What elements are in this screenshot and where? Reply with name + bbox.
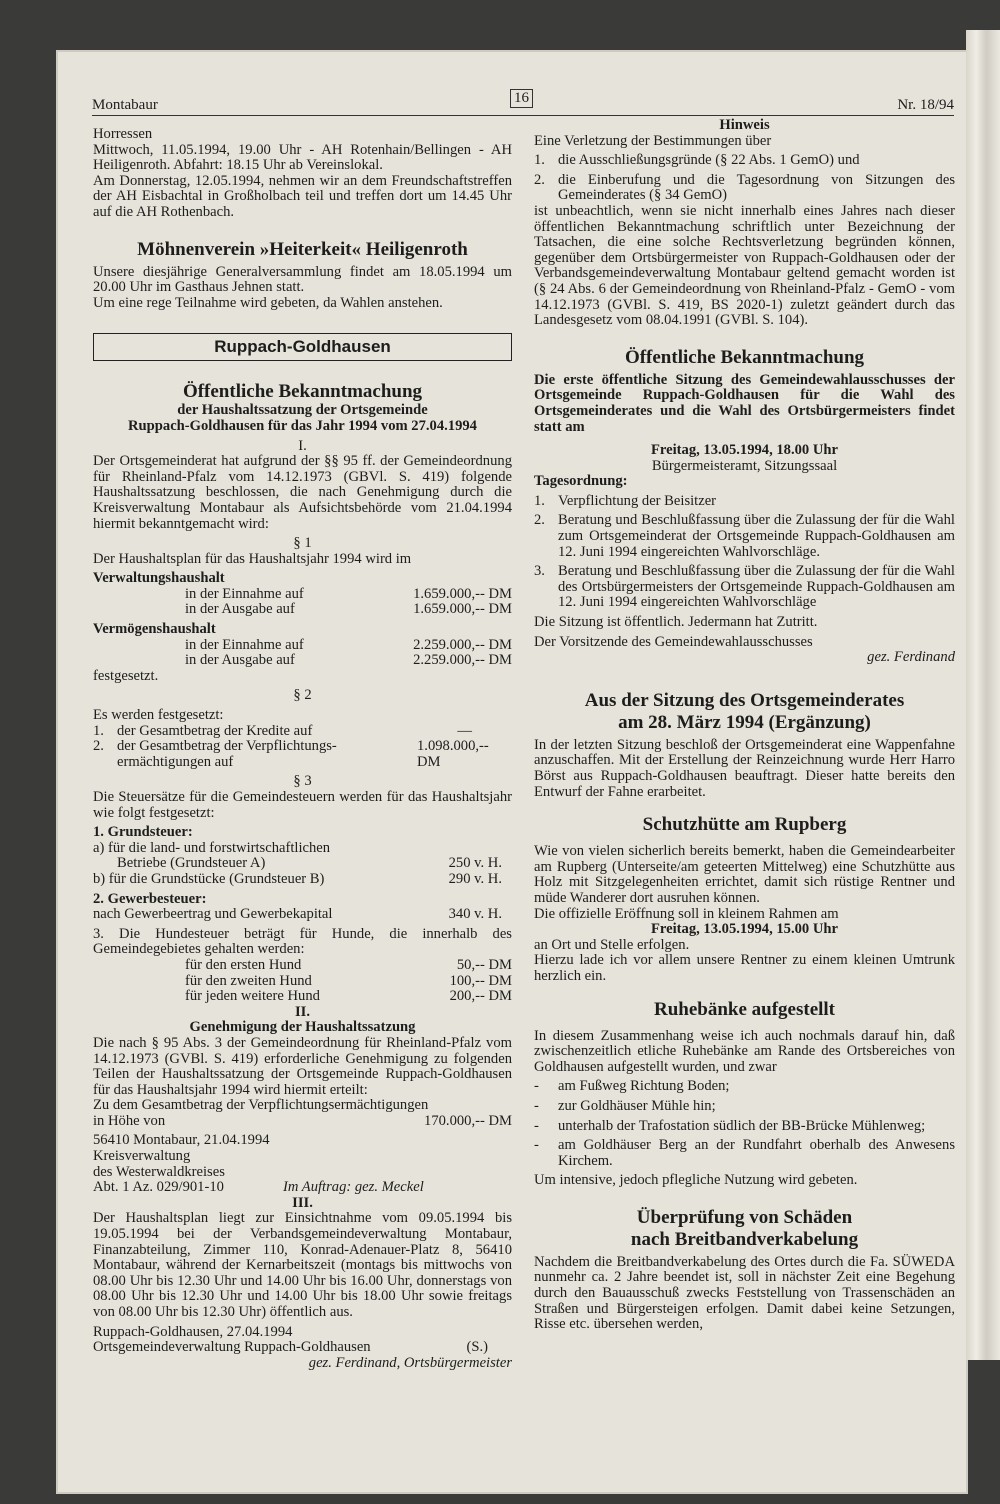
ogv-row: Ortsgemeindeverwaltung Ruppach-Goldhausen (S.) [93, 1339, 488, 1356]
hinweis-item: 1. die Ausschließungsgründe (§ 22 Abs. 1 GemO) und [534, 152, 860, 169]
p3-intro: Die Steuersätze für die Gemeindesteuern werden für das Haushaltsjahr wie folgt festgesetzt: [93, 789, 512, 821]
hund-row: für den ersten Hund 50,-- DM [185, 956, 512, 973]
bekanntmachung-title-2: Öffentliche Bekanntmachung [624, 346, 865, 368]
genehmigung-text: Die nach § 95 Abs. 3 der Gemeindeordnung für Rheinland-Pfalz vom 14.12.1973 (GVBl. S. 419) erforderliche Genehmigung zu folgenden Teilen der Haushaltssatzung der Ortsgemeinde Ruppach-Goldhausen für das Haushaltsjahr 1994 wird hiermit erteilt: [93, 1034, 512, 1098]
bench-item: - zur Goldhäuser Mühle hin; [534, 1097, 716, 1114]
intro-text: Der Ortsgemeinderat hat aufgrund der §§ 95 ff. der Gemeindeordnung für Rheinland-Pfalz vom 14.12.1973 (GBVl. S. 419) folgende Haushaltssatzung beschlossen, die nach Genehmigung durch die Kreisverwaltung Montabaur als Aufsichtsbehörde vom 21.04.1994 hiermit bekanntgemacht wird: [93, 453, 512, 532]
signature: gez. Ferdinand, Ortsbürgermeister [308, 1354, 512, 1371]
bekanntmachung-title: Öffentliche Bekanntmachung [182, 381, 423, 403]
paragraph-1: § 1 [293, 535, 312, 552]
sitzung-text: In der letzten Sitzung beschloß der Ortsgemeinderat eine Wappenfahne anzuschaffen. Mit der Erstellung der Reinzeichnung wurde Herr Harro Börst aus Ruppach-Goldhausen beauftragt. Dieser hatte bereits den Entwurf der Fahne erarbeitet. [534, 736, 955, 800]
rg-date: Ruppach-Goldhausen, 27.04.1994 [93, 1323, 293, 1340]
moehnen-text-2: Um eine rege Teilnahme wird gebeten, da Wahlen anstehen. [93, 294, 443, 311]
sitzung-title-2: am 28. März 1994 (Ergänzung) [618, 711, 871, 733]
paragraph-2: § 2 [293, 687, 312, 704]
paragraph-3: § 3 [293, 773, 312, 790]
hinweis-item: 2. die Einberufung und die Tagesordnung von Sitzungen des Gemeinderates (§ 34 GemO) [534, 171, 955, 204]
sitzung-title-1: Aus der Sitzung des Ortsgemeinderates [584, 689, 905, 711]
p2-intro: Es werden festgesetzt: [93, 707, 224, 724]
vm-row: in der Ausgabe auf 2.259.000,-- DM [185, 652, 512, 669]
horressen-text-2: Am Donnerstag, 12.05.1994, nehmen wir an dem Freundschaftstreffen der AH Eisbachtal in Großholbach teil und treffen dort um 14.45 Uhr auf die AH Rothenbach. [93, 172, 512, 220]
moehnen-title: Möhnenverein »Heiterkeit« Heiligenroth [137, 238, 468, 260]
ueberpruefung-title-2: nach Breitbandverkabelung [630, 1228, 859, 1250]
ruhebaenke-end: Um intensive, jedoch pflegliche Nutzung wird gebeten. [534, 1172, 858, 1189]
hinweis-text: ist unbeachtlich, wenn sie nicht innerhalb eines Jahres nach dieser öffentlichen Bekanntmachung schriftlich unter Bezeichnung der Tatsachen, die eine solche Rechtsverletzung begründen können, gegenüber dem Ortsbürgermeister von Ruppach-Goldhausen oder der Verbandsgemeindeverwaltung Montabaur geltend gemacht worden ist (§ 24 Abs. 6 der Gemeindeordnung von Rheinland-Pfalz - GemO - vom 14.12.1973 (GVBl. S. 419, BS 2020-1) zuletzt geändert durch das Landesgesetz vom 08.04.1991 (GVBl. S. 104). [534, 202, 955, 329]
p2-item: 1. der Gesamtbetrag der Kredite auf — [93, 722, 472, 739]
plan-text: Der Haushaltsplan für das Haushaltsjahr 1994 wird im [93, 550, 412, 567]
tagesordnung-title: Tagesordnung: [534, 473, 628, 490]
hinweis-intro: Eine Verletzung der Bestimmungen über [534, 132, 772, 149]
schutzhuette-date: Freitag, 13.05.1994, 15.00 Uhr [651, 921, 838, 938]
hund-row: für jeden weitere Hund 200,-- DM [185, 988, 512, 1005]
p2-item: 2. der Gesamtbetrag der Verpflichtungs- ermächtigungen auf 1.098.000,-- DM [93, 738, 489, 770]
gewerbesteuer-title: 2. Gewerbesteuer: [93, 890, 207, 907]
page-number: 16 [510, 89, 533, 108]
genehmigung-text-2: Zu dem Gesamtbetrag der Verpflichtungsermächtigungen [93, 1097, 429, 1114]
page-header [92, 90, 954, 116]
ueberpruefung-text: Nachdem die Breitbandverkabelung des Ortes durch die Fa. SÜWEDA nunmehr ca. 2 Jahre beendet ist, soll in nächster Zeit eine Begehung durch den Bauausschuß zwecks Feststellung von Trassenschäden an Straßen und Bürgersteigen erfolgen. Damit dabei keine Setzungen, Risse etc. übersehen werden, [534, 1253, 955, 1333]
chairman: Der Vorsitzende des Gemeindewahlausschusses [534, 633, 813, 650]
public-note: Die Sitzung ist öffentlich. Jedermann hat Zutritt. [534, 614, 818, 631]
paper-edge [966, 30, 1000, 1360]
horressen-title: Horressen [93, 126, 153, 142]
moehnen-text-1: Unsere diesjährige Generalversammlung findet am 18.05.1994 um 20.00 Uhr im Gasthaus Jehnen statt. [93, 263, 512, 296]
horressen-text-1: Mittwoch, 11.05.1994, 19.00 Uhr - AH Rotenhain/Bellingen - AH Heiligenroth. Abfahrt: 18.15 Uhr ab Vereinslokal. [93, 141, 512, 174]
gw-row: nach Gewerbeertrag und Gewerbekapital 340 v. H. [93, 906, 502, 923]
gen-amount: in Höhe von 170.000,-- DM [93, 1112, 512, 1129]
gs-row: Betriebe (Grundsteuer A) 250 v. H. [117, 855, 502, 872]
left-column [93, 127, 512, 1371]
section-III: III. [292, 1194, 313, 1211]
vermoegenshaushalt: Vermögenshaushalt [93, 621, 216, 638]
bench-item: - unterhalb der Trafostation südlich der BB-Brücke Mühlenweg; [534, 1117, 926, 1134]
gs-row: a) für die land- und forstwirtschaftlichen [93, 839, 331, 856]
festgesetzt: festgesetzt. [93, 667, 159, 684]
meeting-place: Bürgermeisteramt, Sitzungssaal [651, 457, 838, 474]
schutzhuette-text-3: an Ort und Stelle erfolgen. [534, 936, 690, 953]
header-town: Montabaur [92, 97, 158, 113]
bekanntmachung-sub-1: der Haushaltssatzung der Ortsgemeinde [177, 402, 428, 419]
verwaltungshaushalt: Verwaltungshaushalt [93, 570, 225, 587]
grundsteuer-title: 1. Grundsteuer: [93, 824, 193, 841]
schutzhuette-title: Schutzhütte am Rupberg [642, 814, 847, 836]
schutzhuette-text: Wie von vielen sicherlich bereits bemerkt, haben die Gemeindearbeiter am Rupberg (Unterseite/am geteerten Mittelweg) eine Schutzhütte aus Holz mit Sitzgelegenheiten errichtet, damit sich rüstige Rentner und müde Wanderer dort ausruhen können. [534, 843, 955, 906]
vm-row: in der Einnahme auf 2.259.000,-- DM [185, 636, 512, 653]
section-I: I. [298, 437, 307, 454]
meeting-date: Freitag, 13.05.1994, 18.00 Uhr [651, 442, 838, 459]
agenda-item: 3. Beratung und Beschlußfassung über die Zulassung der für die Wahl des Ortsbürgermeisters der Ortsgemeinde Ruppach-Goldhausen am 12. Juni 1994 eingereichten Wahlvorschläge [534, 563, 955, 611]
kv-line: Kreisverwaltung [93, 1148, 191, 1165]
vw-row: in der Ausgabe auf 1.659.000,-- DM [185, 601, 512, 618]
ruhebaenke-text: In diesem Zusammenhang weise ich auch nochmals darauf hin, daß zwischenzeitlich etliche Ruhebänke am Rande des Ortsbereiches von Goldhausen aufgestellt wurden, und zwar [534, 1027, 955, 1075]
hinweis-title: Hinweis [719, 117, 770, 133]
section-II: II. [294, 1003, 310, 1020]
chairman-signature: gez. Ferdinand [867, 649, 955, 666]
section-III-text: Der Haushaltsplan liegt zur Einsichtnahme vom 09.05.1994 bis 19.05.1994 bei der Verbandsgemeindeverwaltung Montabaur, Finanzabteilung, Zimmer 110, Konrad-Adenauer-Platz 8, 56410 Montabaur, während der Kernarbeitszeit (montags bis mittwochs von 08.00 Uhr bis 12.30 Uhr und 14.00 Uhr bis 16.00 Uhr, donnerstags von 08.00 Uhr bis 12.30 Uhr und 14.00 Uhr bis 18.00 Uhr sowie freitags von 08.00 Uhr bis 12.30 Uhr) öffentlich aus. [93, 1210, 512, 1320]
section-heading: Ruppach-Goldhausen [93, 333, 512, 361]
hundesteuer-text: 3. Die Hundesteuer beträgt für Hunde, die innerhalb des Gemeindegebietes gehalten werden: [93, 925, 512, 958]
kv-line: 56410 Montabaur, 21.04.1994 [93, 1132, 270, 1149]
ruhebaenke-title: Ruhebänke aufgestellt [653, 998, 836, 1020]
bekanntmachung-intro: Die erste öffentliche Sitzung des Gemeindewahlausschusses der Ortsgemeinde Ruppach-Goldhausen für die Wahl des Ortsgemeinderates und die Wahl des Ortsbürgermeisters findet statt am [534, 371, 955, 435]
schutzhuette-text-4: Hierzu lade ich vor allem unsere Rentner zu einem kleinen Umtrunk herzlich ein. [534, 952, 955, 984]
vw-row: in der Einnahme auf 1.659.000,-- DM [185, 585, 512, 602]
kv-line: des Westerwaldkreises [93, 1163, 225, 1180]
bench-item: - am Fußweg Richtung Boden; [534, 1078, 730, 1095]
bekanntmachung-sub-2: Ruppach-Goldhausen für das Jahr 1994 vom 27.04.1994 [128, 417, 477, 434]
abt-row: Abt. 1 Az. 029/901-10 Im Auftrag: gez. Meckel [93, 1179, 424, 1196]
agenda-item: 2. Beratung und Beschlußfassung über die Zulassung der für die Wahl zum Ortsgemeinderat der Ortsgemeinde Ruppach-Goldhausen am 12. Juni 1994 eingereichten Wahlvorschläge. [534, 512, 955, 560]
right-column [534, 118, 955, 1333]
hund-row: für den zweiten Hund 100,-- DM [185, 972, 512, 989]
schutzhuette-text-2: Die offizielle Eröffnung soll in kleinem Rahmen am [534, 905, 839, 922]
issue-number: Nr. 18/94 [897, 97, 954, 113]
gs-row: b) für die Grundstücke (Grundsteuer B) 290 v. H. [93, 870, 502, 887]
agenda-item: 1. Verpflichtung der Beisitzer [534, 492, 717, 509]
ueberpruefung-title-1: Überprüfung von Schäden [636, 1206, 853, 1228]
bench-item: - am Goldhäuser Berg an der Rundfahrt oberhalb des Anwesens Kirchem. [534, 1137, 955, 1169]
genehmigung-title: Genehmigung der Haushaltssatzung [189, 1019, 416, 1036]
